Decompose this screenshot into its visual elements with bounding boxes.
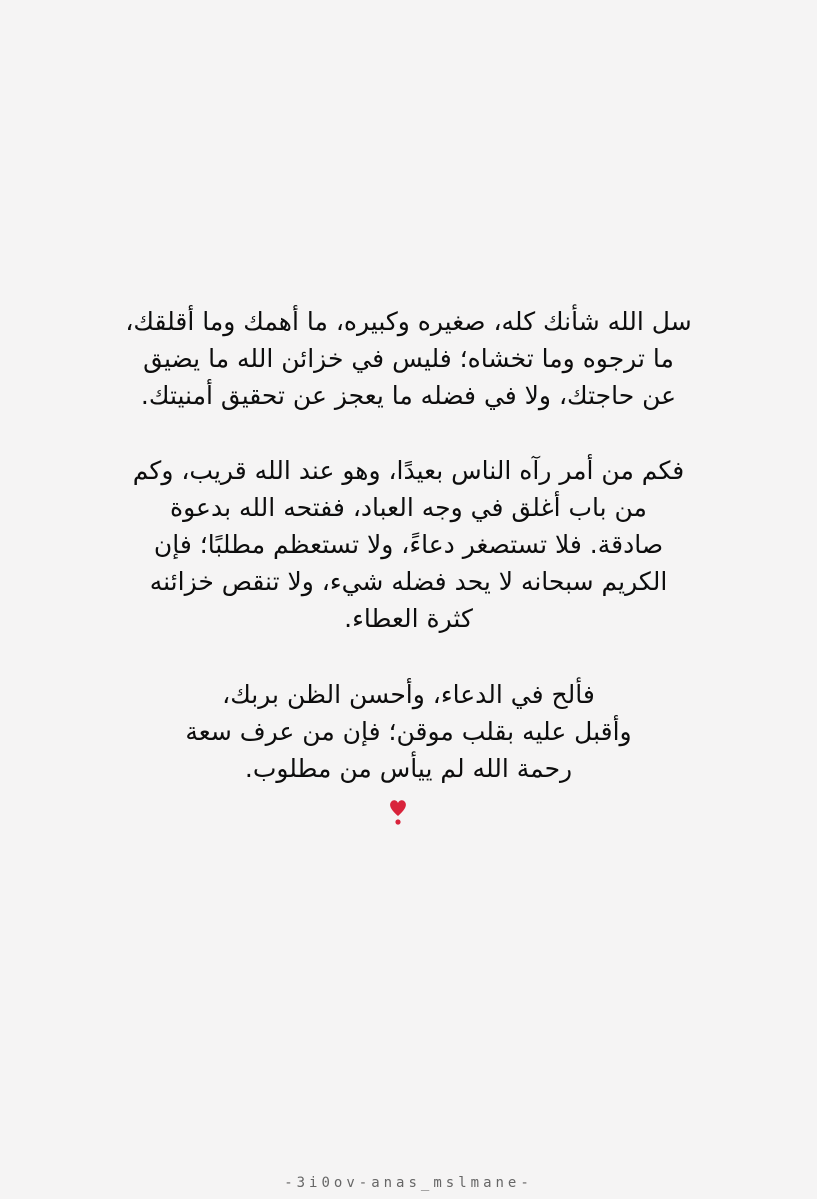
text-line: رحمة الله لم ييأس من مطلوب. (244, 754, 573, 783)
watermark: -3i0ov-anas_mslmane- (284, 1175, 533, 1191)
text-line: عن حاجتك، ولا في فضله ما يعجز عن تحقيق أمنيتك. (140, 381, 677, 410)
text-line: ما ترجوه وما تخشاه؛ فليس في خزائن الله ما يضيق (143, 344, 674, 373)
text-line: فألح في الدعاء، وأحسن الظن بربك، (222, 680, 595, 709)
paragraph-1 (40, 303, 777, 414)
paragraph-3 (40, 676, 777, 787)
text-line: وأقبل عليه بقلب موقن؛ فإن من عرف سعة (185, 717, 632, 746)
text-line: صادقة. فلا تستصغر دعاءً، ولا تستعظم مطلبًا؛ فإن (153, 530, 664, 559)
text-line: الكريم سبحانه لا يحد فضله شيء، ولا تنقص خزائنه (149, 567, 668, 596)
text-line: سل الله شأنك كله، صغيره وكبيره، ما أهمك وما أقلقك، (125, 307, 692, 336)
paragraph-2 (40, 452, 777, 637)
text-line: كثرة العطاء. (344, 604, 473, 633)
text-line: من باب أغلق في وجه العباد، ففتحه الله بدعوة (170, 493, 647, 522)
text-line: فكم من أمر رآه الناس بعيدًا، وهو عند الله قريب، وكم (132, 456, 685, 485)
heart-exclamation-icon (386, 796, 410, 826)
